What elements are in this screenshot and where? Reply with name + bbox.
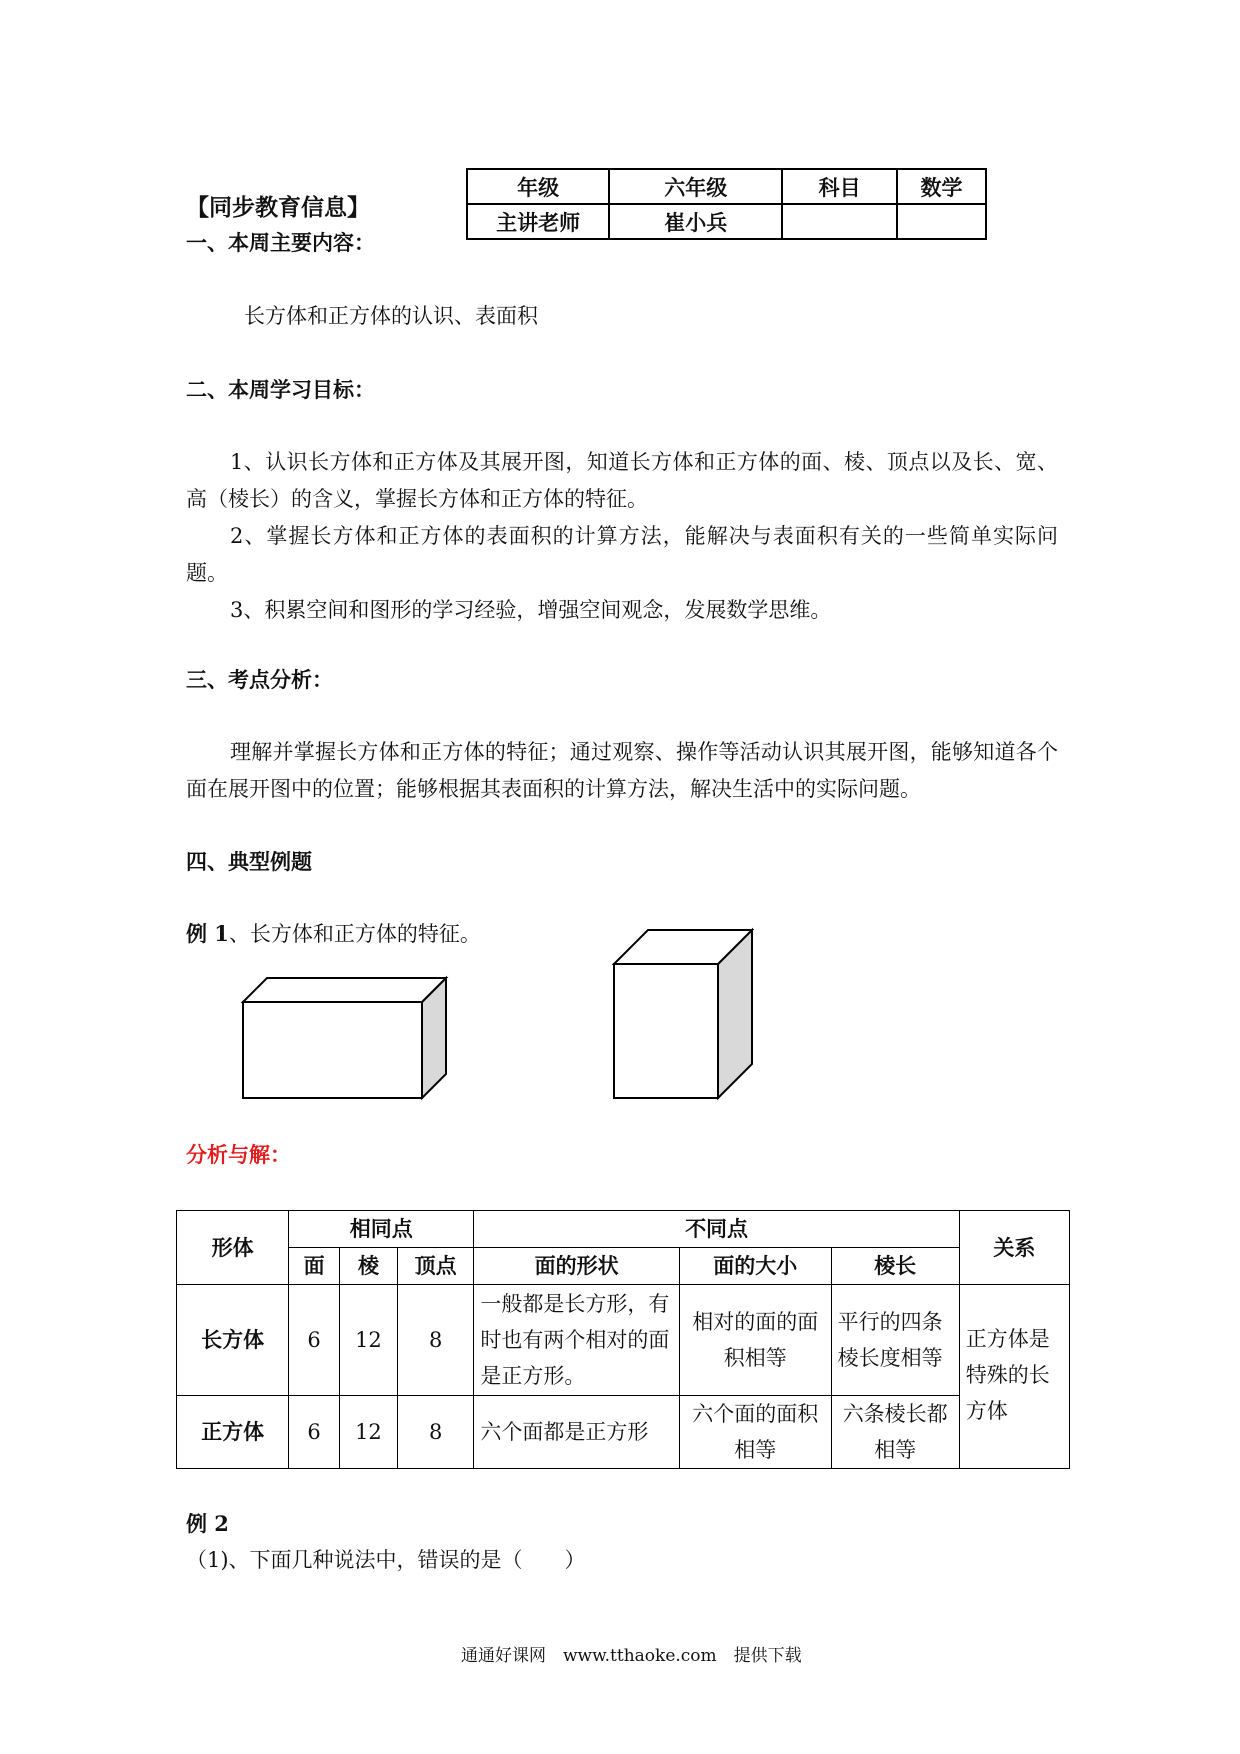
th-vertex: 顶点 <box>397 1248 474 1285</box>
page-title: 【同步教育信息】 <box>186 194 370 221</box>
section1-text: 长方体和正方体的认识、表面积 <box>244 304 538 328</box>
cuboid-edge-length: 平行的四条棱长度相等 <box>831 1285 959 1396</box>
cube-edges: 12 <box>340 1396 398 1469</box>
info-cell-empty <box>782 204 897 239</box>
cube-figure <box>608 924 758 1104</box>
cuboid-name: 长方体 <box>177 1285 289 1396</box>
analysis-label: 分析与解： <box>186 1142 291 1167</box>
goal-item: 1、认识长方体和正方体及其展开图，知道长方体和正方体的面、棱、顶点以及长、宽、高（棱长）的含义，掌握长方体和正方体的特征。 <box>186 450 1058 511</box>
info-table <box>466 168 987 240</box>
footer-text: 通通好课网 www.tthaoke.com 提供下载 <box>461 1646 802 1666</box>
cube-faces: 6 <box>289 1396 340 1469</box>
th-face-shape: 面的形状 <box>474 1248 679 1285</box>
example1-line <box>186 918 481 950</box>
section4-heading: 四、典型例题 <box>186 849 312 874</box>
goal-item: 3、积累空间和图形的学习经验，增强空间观念，发展数学思维。 <box>230 598 832 622</box>
cube-face-size: 六个面的面积相等 <box>679 1396 831 1469</box>
cube-vertices: 8 <box>397 1396 474 1469</box>
section3-text: 理解并掌握长方体和正方体的特征；通过观察、操作等活动认识其展开图，能够知道各个面在展开图中的位置；能够根据其表面积的计算方法，解决生活中的实际问题。 <box>186 740 1058 801</box>
table-row <box>177 1396 1070 1469</box>
example2-question: （1)、下面几种说法中，错误的是（ ） <box>186 1548 586 1572</box>
info-cell-empty <box>897 204 986 239</box>
info-row <box>467 169 986 204</box>
goals-list <box>186 444 1058 629</box>
example1-text: 、长方体和正方体的特征。 <box>228 922 481 946</box>
info-cell-grade-label: 年级 <box>467 169 609 204</box>
cube-name: 正方体 <box>177 1396 289 1469</box>
goal-item: 2、掌握长方体和正方体的表面积的计算方法，能解决与表面积有关的一些简单实际问题。 <box>186 524 1058 585</box>
cuboid-faces: 6 <box>289 1285 340 1396</box>
cuboid-edges: 12 <box>340 1285 398 1396</box>
example2-label: 例 2 <box>186 1511 229 1536</box>
cuboid-front-face <box>243 1002 422 1098</box>
info-cell-teacher-value: 崔小兵 <box>609 204 782 239</box>
th-same: 相同点 <box>289 1211 474 1248</box>
th-face-size: 面的大小 <box>679 1248 831 1285</box>
th-shape: 形体 <box>177 1211 289 1285</box>
info-row <box>467 204 986 239</box>
table-header-row <box>177 1248 1070 1285</box>
th-relation: 关系 <box>959 1211 1069 1285</box>
cuboid-face-shape: 一般都是长方形，有时也有两个相对的面是正方形。 <box>474 1285 679 1396</box>
info-cell-teacher-label: 主讲老师 <box>467 204 609 239</box>
cube-front-face <box>614 964 718 1098</box>
cuboid-face-size: 相对的面的面积相等 <box>679 1285 831 1396</box>
th-face: 面 <box>289 1248 340 1285</box>
section1-heading: 一、本周主要内容： <box>186 230 375 255</box>
table-row <box>177 1285 1070 1396</box>
cuboid-top-face <box>243 978 446 1002</box>
info-cell-subject-value: 数学 <box>897 169 986 204</box>
comparison-table <box>176 1210 1070 1469</box>
info-cell-grade-value: 六年级 <box>609 169 782 204</box>
info-cell-subject-label: 科目 <box>782 169 897 204</box>
th-diff: 不同点 <box>474 1211 959 1248</box>
relation-cell: 正方体是特殊的长方体 <box>959 1285 1069 1469</box>
cuboid-vertices: 8 <box>397 1285 474 1396</box>
th-edge-length: 棱长 <box>831 1248 959 1285</box>
example1-label: 例 1 <box>186 921 229 946</box>
table-header-row <box>177 1211 1070 1248</box>
cube-face-shape: 六个面都是正方形 <box>474 1396 679 1469</box>
cube-edge-length: 六条棱长都相等 <box>831 1396 959 1469</box>
section2-heading: 二、本周学习目标： <box>186 377 375 402</box>
th-edge: 棱 <box>340 1248 398 1285</box>
cuboid-figure <box>236 956 456 1102</box>
section3-heading: 三、考点分析： <box>186 667 333 692</box>
